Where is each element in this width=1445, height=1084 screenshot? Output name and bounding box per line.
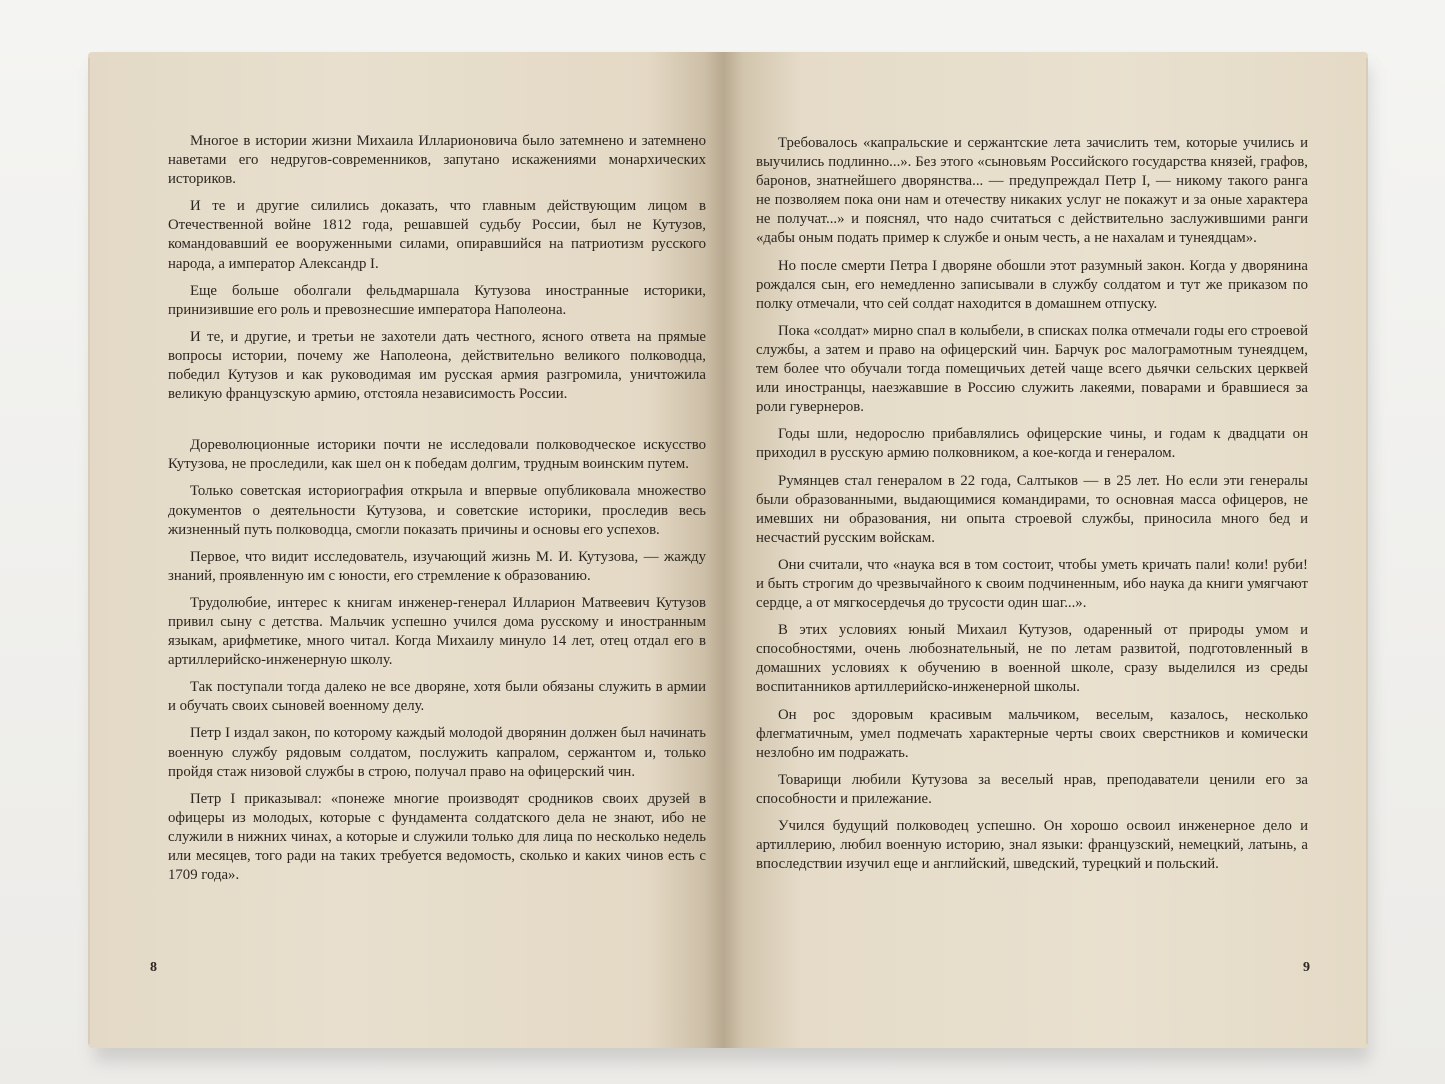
right-page-text <box>756 134 1308 874</box>
paragraph: Годы шли, недорослю прибавлялись офицерские чины, и годам к двадцати он приходил в русскую армию полковником, а кое-когда и генералом. <box>756 426 1308 462</box>
page-number-left: 8 <box>150 960 157 975</box>
left-page-text <box>168 132 706 885</box>
paragraph: Пока «солдат» мирно спал в колыбели, в списках полка отмечали годы его строевой службы, а затем и право на офицерский чин. Барчук рос малограмотным тунеядцем, тем более что обучали тогда помещичьих детей чаще всего дьячки сельских церквей или иностранцы, наезжавшие в Россию служить лакеями, поварами и бравшиеся за роли гувернеров. <box>756 322 1308 416</box>
paragraph: Еще больше оболгали фельдмаршала Кутузова иностранные историки, принизившие его роль и превознесшие императора Наполеона. <box>168 282 706 318</box>
paragraph: И те, и другие, и третьи не захотели дать честного, ясного ответа на прямые вопросы истории, почему же Наполеона, действительно великого полководца, победил Кутузов и как руководимая им русская армия разгромила, уничтожила великую французскую армию, отстояла независимость России. <box>168 328 706 403</box>
right-page <box>724 52 1368 1048</box>
paragraph: Первое, что видит исследователь, изучающий жизнь М. И. Кутузова, — жажду знаний, проявленную им с юности, его стремление к образованию. <box>168 548 706 584</box>
paragraph: Румянцев стал генералом в 22 года, Салтыков — в 25 лет. Но если эти генералы были образованными, выдающимися командирами, то основная масса офицеров, не имевших ни образования, ни опыта строевой службы, приносила много бед и несчастий русским войскам. <box>756 472 1308 546</box>
paragraph: Учился будущий полководец успешно. Он хорошо освоил инженерное дело и артиллерию, любил военную историю, знал языки: французский, немецкий, латынь, а впоследствии изучил еще и английский, шведский, турецкий и польский. <box>756 818 1308 873</box>
paragraph: Требовалось «капральские и сержантские лета зачислить тем, которые учились и выучились подлинно...». Без этого «сыновьям Российского государства князей, графов, баронов, знатнейшего дворянства... — предупреждал Петр I, — никому такого ранга не позволяем пока они нам и отечеству никаких услуг не покажут и за оные характера не получат...» и пояснял, что надо считаться с действительно заслужившими ранги «дабы оным подать пример к службе и оным честь, а не нахалам и тунеядцам». <box>756 135 1308 247</box>
left-page-edge <box>88 58 90 1044</box>
paragraph: Петр I издал закон, по которому каждый молодой дворянин должен был начинать военную службу рядовым солдатом, послужить капралом, сержантом и, только пройдя стаж низовой службы в строю, получал право на офицерский чин. <box>168 725 706 780</box>
paragraph: Только советская историография открыла и впервые опубликовала множество документов о деятельности Кутузова, и советские историки, проследив весь жизненный путь полководца, смогли показать причины и основы его успехов. <box>168 483 706 538</box>
paragraph: Он рос здоровым красивым мальчиком, веселым, казалось, несколько флегматичным, умел подмечать характерные черты своих сверстников и комически незлобно им подражать. <box>756 706 1308 761</box>
paragraph: Дореволюционные историки почти не исследовали полководческое искусство Кутузова, не проследили, как шел он к победам долгим, трудным воинским путем. <box>168 437 706 473</box>
paragraph: Так поступали тогда далеко не все дворяне, хотя были обязаны служить в армии и обучать своих сыновей военному делу. <box>168 679 706 715</box>
paragraph: Товарищи любили Кутузова за веселый нрав, преподаватели ценили его за способности и прилежание. <box>756 771 1308 807</box>
open-book <box>88 52 1368 1052</box>
right-page-edge <box>1366 58 1368 1044</box>
paragraph: И те и другие силились доказать, что главным действующим лицом в Отечественной войне 1812 года, решавшей судьбу России, был не Кутузов, командовавший ее вооруженными силами, опиравшийся на патриотизм русского народа, а император Александр I. <box>168 198 706 272</box>
paragraph: Трудолюбие, интерес к книгам инженер-генерал Илларион Матвеевич Кутузов привил сыну с детства. Мальчик успешно учился дома русскому и иностранным языкам, арифметике, много читал. Когда Михаилу минуло 14 лет, отец отдал его в артиллерийско-инженерную школу. <box>168 594 706 669</box>
paragraph: Многое в истории жизни Михаила Илларионовича было затемнено и затемнено наветами его недругов-современников, запутано искажениями монархических историков. <box>168 133 706 188</box>
paragraph: В этих условиях юный Михаил Кутузов, одаренный от природы умом и способностями, очень любознательный, не по летам развитой, подготовленный в домашних условиях к обучению в военной школе, сразу выделился из среды воспитанников артиллерийско-инженерной школы. <box>756 622 1308 696</box>
paragraph: Но после смерти Петра I дворяне обошли этот разумный закон. Когда у дворянина рождался сын, его немедленно записывали в службу солдатом и тут же приказом по полку отмечали, что сей солдат находится в домашнем отпуску. <box>756 257 1308 312</box>
paragraph: Петр I приказывал: «понеже многие производят сродников своих друзей в офицеры из молодых, которые с фундамента солдатского дела не знают, ибо не служили в нижних чинах, а которые и служили только для лица по несколько недель или месяцев, того ради на таких требуется ведомость, сколько и каких чинов есть с 1709 года». <box>168 790 706 884</box>
left-page <box>88 52 724 1048</box>
page-number-right: 9 <box>1303 960 1310 975</box>
paragraph: Они считали, что «наука вся в том состоит, чтобы уметь кричать пали! коли! руби! и быть строгим до чрезвычайного к своим подчиненным, ибо наука да книги умягчают сердце, а от мягкосердечья до трусости один шаг...». <box>756 556 1308 612</box>
